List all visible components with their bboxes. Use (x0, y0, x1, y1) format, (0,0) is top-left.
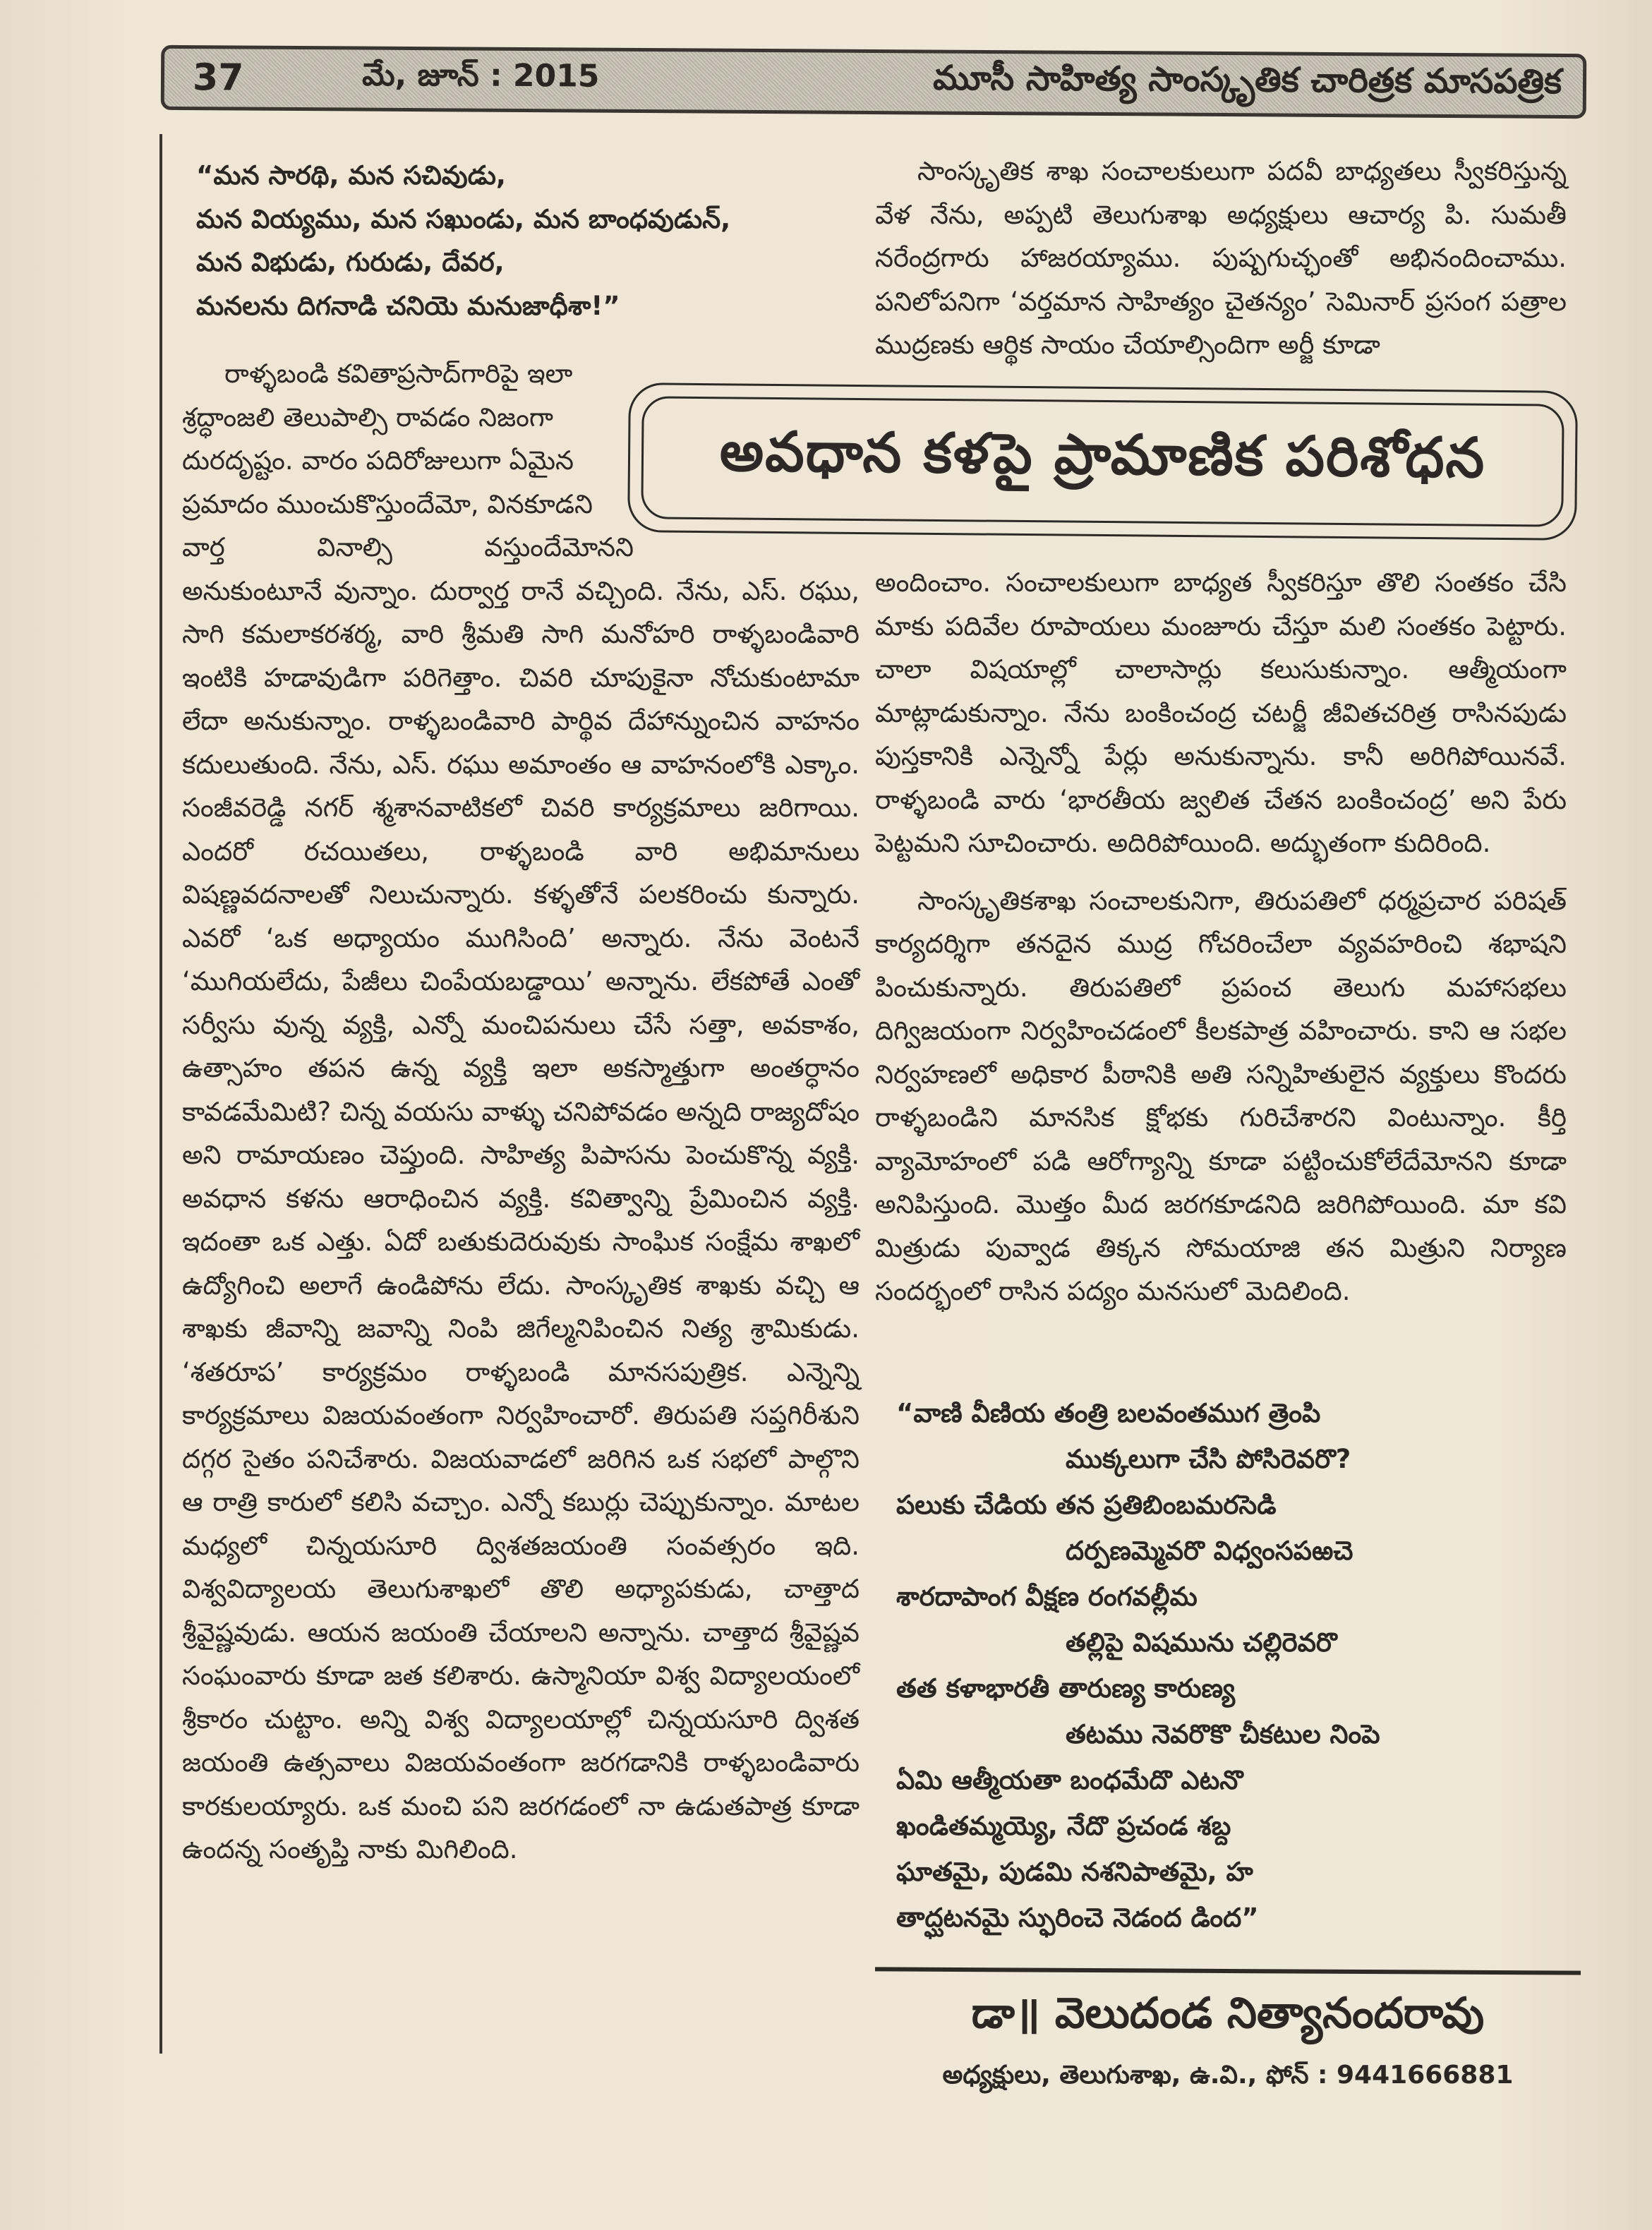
narrow-paragraph (182, 352, 634, 569)
article-title: అవధాన కళపై ప్రామాణిక పరిశోధన (719, 419, 1486, 490)
page-header-band (161, 45, 1587, 119)
verse-line: “మన సారథి, మన సచివుడు, (196, 160, 506, 191)
text-line: దురదృష్టం. వారం పదిరోజులుగా ఏమైన (182, 445, 574, 476)
poem-line: తటము నెవరొకొ చీకటుల నింపె (1066, 1719, 1380, 1749)
poem-line: ఘాతమై, పుడమి నశనిపాతమై, హ (896, 1857, 1253, 1887)
text-line: శ్రద్ధాంజలి తెలుపాల్సి రావడం నిజంగా (182, 402, 554, 433)
poem-line: ఏమి ఆత్మీయతా బంధమేదొ ఎటనొ (896, 1765, 1243, 1795)
opening-verse (182, 154, 860, 327)
poem-line: శారదాపాంగ వీక్షణ రంగవల్లీమ (896, 1581, 1198, 1612)
left-margin-rule (159, 134, 162, 2054)
poem-line: పలుకు చేడియ తన ప్రతిబింబమరసెడి (896, 1490, 1277, 1520)
body-paragraph: సాంస్కృతికశాఖ సంచాలకునిగా, తిరుపతిలో ధర్మప్రచార పరిషత్ కార్యదర్శిగా తనదైన ముద్ర గోచరించేలా వ్యవహరించి శభాషని పించుకున్నారు. తిరుపతిలో ప్రపంచ తెలుగు మహాసభలు దిగ్విజయంగా నిర్వహించడంలో కీలకపాత్ర వహించారు. కాని ఆ సభల నిర్వహణలో అధికార పీఠానికి అతి సన్నిహితులైన వ్యక్తులు కొందరు రాళ్ళబండిని మానసిక క్షోభకు గురిచేశారని వింటున్నాం. కీర్తి వ్యామోహంలో పడి ఆరోగ్యాన్ని కూడా పట్టించుకోలేదేమోనని కూడా అనిపిస్తుంది. మొత్తం మీద జరగకూడనిది జరిగిపోయింది. మా కవి మిత్రుడు పువ్వాడ తిక్కన సోమయాజి తన మిత్రుని నిర్యాణ సందర్భంలో రాసిన పద్యం మనసులో మెదిలింది. (875, 885, 1567, 1306)
poem-line: దర్పణమ్మెవరొ విధ్వంసపఱచె (1066, 1536, 1353, 1566)
page-number: 37 (192, 56, 244, 100)
text-line: ప్రమాదం ముంచుకొస్తుందేమో, వినకూడని (182, 488, 593, 519)
text-line: వార్త వినాల్సి వస్తుందేమోనని (182, 532, 634, 562)
poem-line: ఖండితమ్మయ్యె, నేదొ ప్రచండ శబ్ద (896, 1811, 1231, 1841)
right-column-lower (875, 561, 1567, 1313)
body-paragraph: సాంస్కృతిక శాఖ సంచాలకులుగా పదవీ బాధ్యతలు స్వీకరిస్తున్న వేళ నేను, అప్పటి తెలుగుశాఖ అధ్యక్షులు ఆచార్య పి. సుమతీ నరేంద్రగారు హాజరయ్యాము. పుష్పగుచ్ఛంతో అభినందించాము. పనిలోపనిగా ‘వర్తమాన సాహిత్యం చైతన్యం’ సెమినార్ ప్రసంగ పత్రాల ముద్రణకు ఆర్థిక సాయం చేయాల్సిందిగా అర్జీ కూడా (875, 156, 1567, 360)
body-paragraph: అందించాం. సంచాలకులుగా బాధ్యత స్వీకరిస్తూ తొలి సంతకం చేసి మాకు పదివేల రూపాయలు మంజూరు చేస్తూ మలి సంతకం పెట్టారు. చాలా విషయాల్లో చాలాసార్లు కలుసుకున్నాం. ఆత్మీయంగా మాట్లాడుకున్నాం. నేను బంకించంద్ర చటర్జీ జీవితచరిత్ర రాసినపుడు పుస్తకానికి ఎన్నెన్నో పేర్లు అనుకున్నాను. కానీ అరిగిపోయినవే. రాళ్ళబండి వారు ‘భారతీయ జ్వలిత చేతన బంకించంద్ర’ అని పేరు పెట్టమని సూచించారు. అదిరిపోయింది. అద్భుతంగా కుదిరింది. (875, 567, 1567, 858)
body-paragraph: అనుకుంటూనే వున్నాం. దుర్వార్త రానే వచ్చింది. నేను, ఎస్. రఘు, సాగి కమలాకరశర్మ, వారి శ్రీమతి సాగి మనోహరి రాళ్ళబండివారి ఇంటికి హడావుడిగా పరిగెత్తాం. చివరి చూపుకైనా నోచుకుంటామా లేదా అనుకున్నాం. రాళ్ళబండివారి పార్థివ దేహాన్నుంచిన వాహనం కదులుతుంది. నేను, ఎస్. రఘు అమాంతం ఆ వాహనంలోకి ఎక్కాం. సంజీవరెడ్డి నగర్ శ్మశానవాటికలో చివరి కార్యక్రమాలు జరిగాయి. ఎందరో రచయితలు, రాళ్ళబండి వారి అభిమానులు విషణ్ణవదనాలతో నిలుచున్నారు. కళ్ళతోనే పలకరించు కున్నారు. ఎవరో ‘ఒక అధ్యాయం ముగిసింది’ అన్నారు. నేను వెంటనే ‘ముగియలేదు, పేజీలు చింపేయబడ్డాయి’ అన్నాను. లేకపోతే ఎంతో సర్వీసు వున్న వ్యక్తి, ఎన్నో మంచిపనులు చేసే సత్తా, అవకాశం, ఉత్సాహం తపన ఉన్న వ్యక్తి ఇలా అకస్మాత్తుగా అంతర్ధానం కావడమేమిటి? చిన్న వయసు వాళ్ళు చనిపోవడం అన్నది రాజ్యదోషం అని రామాయణం చెప్తుంది. సాహిత్య పిపాసను పెంచుకొన్న వ్యక్తి. అవధాన కళను ఆరాధించిన వ్యక్తి. కవిత్వాన్ని ప్రేమించిన వ్యక్తి. ఇదంతా ఒక ఎత్తు. ఏదో బతుకుదెరువుకు సాంఘిక సంక్షేమ శాఖలో ఉద్యోగించి అలాగే ఉండిపోను లేదు. సాంస్కృతిక శాఖకు వచ్చి ఆ శాఖకు జీవాన్ని జవాన్ని నింపి జిగేల్మనిపించిన నిత్య శ్రామికుడు. ‘శతరూప’ కార్యక్రమం రాళ్ళబండి మానసపుత్రిక. ఎన్నెన్ని కార్యక్రమాలు విజయవంతంగా నిర్వహించారో. తిరుపతి సప్తగిరీశుని దగ్గర సైతం పనిచేశారు. విజయవాడలో జరిగిన ఒక సభలో పాల్గొని ఆ రాత్రి కారులో కలిసి వచ్చాం. ఎన్నో కబుర్లు చెప్పుకున్నాం. మాటల మధ్యలో చిన్నయసూరి ద్విశతజయంతి సంవత్సరం ఇది. విశ్వవిద్యాలయ తెలుగుశాఖలో తొలి అధ్యాపకుడు, చాత్తాద శ్రీవైష్ణవుడు. ఆయన జయంతి చేయాలని అన్నాను. చాత్తాద శ్రీవైష్ణవ సంఘంవారు కూడా జత కలిశారు. ఉస్మానియా విశ్వ విద్యాలయంలో శ్రీకారం చుట్టాం. అన్ని విశ్వ విద్యాలయాల్లో చిన్నయసూరి ద్విశత జయంతి ఉత్సవాలు విజయవంతంగా జరగడానికి రాళ్ళబండివారు కారకులయ్యారు. ఒక మంచి పని జరగడంలో నా ఉడుతపాత్ర కూడా ఉందన్న సంతృప్తి నాకు మిగిలింది. (182, 575, 860, 1864)
verse-line: మనలను దిగనాడి చనియె మనుజాధీశా!” (196, 290, 620, 321)
article-title-box (627, 382, 1578, 541)
issue-date: మే, జూన్ : 2015 (361, 56, 600, 95)
right-column-top (875, 150, 1567, 367)
author-affiliation: అధ్యక్షులు, తెలుగుశాఖ, ఉ.వి., ఫోన్ : 9441666881 (942, 2061, 1514, 2090)
poem-line: తల్లిపై విషమును చల్లిరెవరొ (1066, 1627, 1337, 1658)
verse-line: మన వియ్యము, మన సఖుండు, మన బాంధవుడున్, (196, 203, 731, 234)
poem-line: తాద్ఘటనమై స్ఫురించె నెడంద డింద” (896, 1903, 1259, 1933)
closing-poem (896, 1390, 1574, 1941)
poem-line: “వాణి వీణియ తంత్రి బలవంతముగ త్రెంపి (896, 1398, 1321, 1428)
poem-line: తత కళాభారతీ తారుణ్య కారుణ్య (896, 1673, 1236, 1704)
text-line: రాళ్ళబండి కవితాప్రసాద్‌గారిపై ఇలా (224, 358, 573, 389)
author-name: డా॥ వెలుదండ నిత్యానందరావు (971, 1989, 1485, 2038)
verse-line: మన విభుడు, గురుడు, దేవర, (196, 247, 505, 277)
poem-line: ముక్కలుగా చేసి పోసిరెవరొ? (1066, 1444, 1351, 1474)
magazine-tagline: మూసీ సాహిత్య సాంస్కృతిక చారిత్రక మాసపత్రిక (932, 58, 1562, 102)
